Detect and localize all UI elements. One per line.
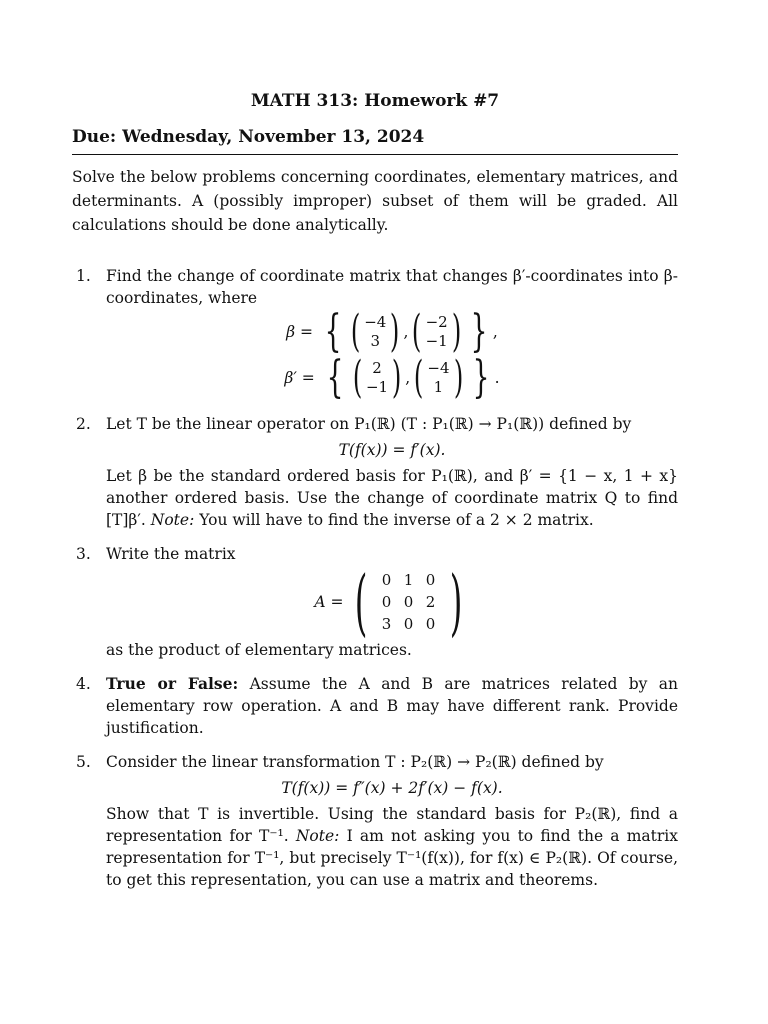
beta-prime-label: β′ = xyxy=(284,369,315,387)
matrix-entry: 0 xyxy=(403,615,414,633)
comma: , xyxy=(405,369,411,387)
left-paren: ( xyxy=(352,352,363,403)
problem-text: Find the change of coordinate matrix that changes β′-coordinates into β-coordinates, where xyxy=(106,267,678,307)
vector-entry: −1 xyxy=(425,332,448,350)
comma: , xyxy=(492,323,498,341)
left-paren: ( xyxy=(412,306,422,357)
note-label: Note: xyxy=(150,511,195,529)
beta-equation xyxy=(106,306,678,357)
problem-1 xyxy=(72,265,678,401)
due-date: Due: Wednesday, November 13, 2024 xyxy=(72,127,425,147)
beta-vector-1 xyxy=(364,313,386,351)
vector-entry: −4 xyxy=(364,313,387,331)
matrix-entry: 0 xyxy=(425,615,436,633)
beta-prime-vector-1 xyxy=(366,359,388,397)
right-paren: ) xyxy=(390,306,400,357)
left-brace: { xyxy=(324,306,342,357)
matrix-entry: 0 xyxy=(403,593,414,611)
matrix-entry: 0 xyxy=(381,571,392,589)
matrix-entry: 0 xyxy=(381,593,392,611)
beta-prime-equation xyxy=(106,352,678,403)
problem-text: True or False: Assume the A and B are matrices related by an elementary row operation. A and B may have different rank. Provide justification. xyxy=(106,674,678,737)
matrix-a xyxy=(376,569,442,635)
header-divider xyxy=(72,154,678,155)
problem-text-continued: Show that T is invertible. Using the standard basis for P₂(ℝ), find a representation for T⁻¹. Note: I am not asking you to find the a matrix representation for T⁻¹, but precisely T⁻¹(f(x)), for f(x) ∈ P₂(ℝ). Of course, to get this representation, you can use a matrix and theorems. xyxy=(106,805,678,889)
problem-text: Consider the linear transformation T : P₂(ℝ) → P₂(ℝ) defined by xyxy=(106,753,604,771)
true-false-label: True or False: xyxy=(106,674,239,693)
right-brace: } xyxy=(472,352,490,403)
problem-number: 3. xyxy=(76,545,91,563)
problem-number: 1. xyxy=(76,267,91,285)
matrix-entry: 3 xyxy=(381,615,392,633)
vector-entry: −2 xyxy=(425,313,448,331)
problem-text: Write the matrix xyxy=(106,545,236,563)
comma: , xyxy=(403,323,409,341)
note-label: Note: xyxy=(295,827,340,845)
period: . xyxy=(494,369,500,387)
beta-label: β = xyxy=(286,323,314,341)
vector-entry: 2 xyxy=(372,359,382,377)
vector-entry: −4 xyxy=(427,359,450,377)
vector-entry: 3 xyxy=(370,332,381,350)
problem-2 xyxy=(72,413,678,531)
beta-prime-vector-2 xyxy=(427,359,449,397)
derivative-equation: T(f(x)) = f′(x). xyxy=(338,441,446,459)
right-brace: } xyxy=(470,306,488,357)
problem-text-continued: Let β be the standard ordered basis for P₁(ℝ), and β′ = {1 − x, 1 + x} another ordered basis. Use the change of coordinate matrix Q to find [T]β′. Note: You will have to find the inverse of a 2 × 2 matrix. xyxy=(106,467,678,529)
problem-number: 4. xyxy=(76,675,91,693)
intro-paragraph: Solve the below problems concerning coordinates, elementary matrices, and determinants. A (possibly improper) subset of them will be graded. All calculations should be done analytically. xyxy=(72,168,678,234)
transformation-equation: T(f(x)) = f″(x) + 2f′(x) − f(x). xyxy=(281,779,503,797)
problem-text: Let T be the linear operator on P₁(ℝ) (T : P₁(ℝ) → P₁(ℝ)) defined by xyxy=(106,415,632,433)
problem-3 xyxy=(72,543,678,661)
matrix-entry: 1 xyxy=(403,571,414,589)
right-paren: ) xyxy=(449,560,462,644)
matrix-label: A = xyxy=(314,593,344,611)
problem-list xyxy=(72,265,678,891)
beta-vector-2 xyxy=(426,313,448,351)
right-paren: ) xyxy=(391,352,402,403)
note-text: You will have to find the inverse of a 2 × 2 matrix. xyxy=(199,511,594,529)
page-title: MATH 313: Homework #7 xyxy=(250,91,500,111)
matrix-entry: 0 xyxy=(425,571,436,589)
right-paren: ) xyxy=(453,352,463,403)
left-paren: ( xyxy=(355,560,368,644)
problem-5 xyxy=(72,751,678,891)
left-brace: { xyxy=(326,352,344,403)
problem-number: 2. xyxy=(76,415,91,433)
vector-entry: 1 xyxy=(433,378,444,396)
left-paren: ( xyxy=(350,306,361,357)
matrix-entry: 2 xyxy=(425,593,436,611)
homework-page xyxy=(72,88,678,903)
matrix-equation xyxy=(106,560,678,644)
problem-text-continued: as the product of elementary matrices. xyxy=(106,641,412,659)
left-paren: ( xyxy=(414,352,424,403)
problem-4 xyxy=(72,673,678,739)
vector-entry: −1 xyxy=(365,378,389,396)
right-paren: ) xyxy=(451,306,462,357)
problem-number: 5. xyxy=(76,753,91,771)
